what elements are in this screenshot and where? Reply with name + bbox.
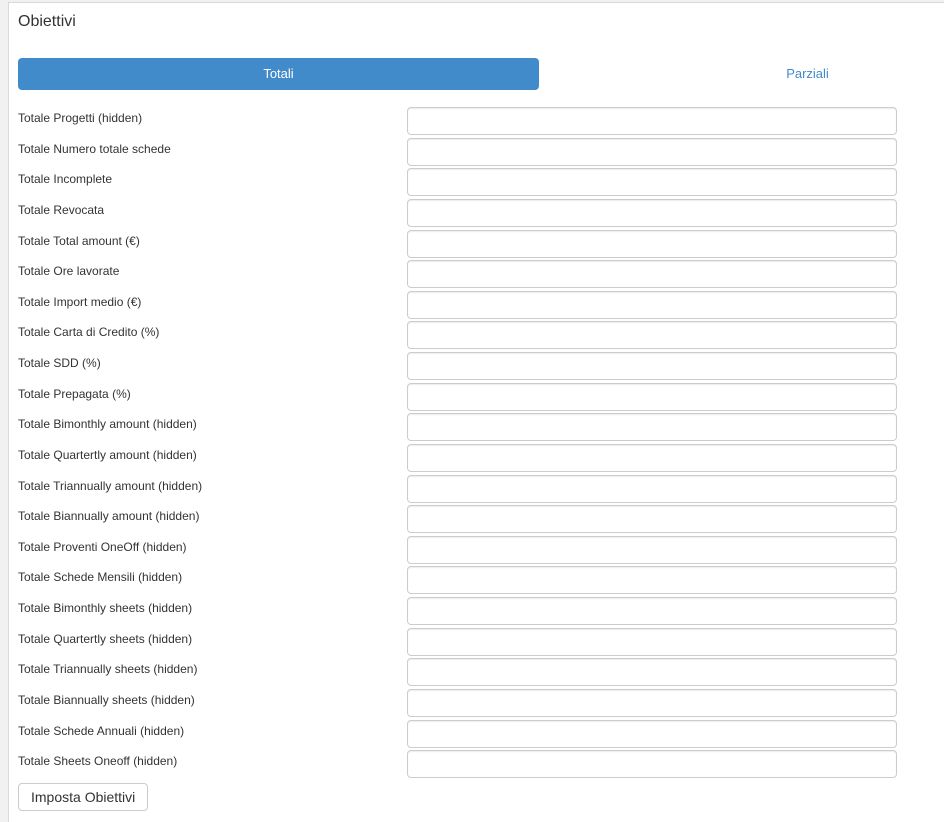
field-label: Totale Quartertly sheets (hidden) xyxy=(18,631,193,646)
field-label: Totale Incomplete xyxy=(18,172,113,187)
field-input[interactable] xyxy=(407,720,897,748)
form-row xyxy=(18,505,944,536)
field-label: Totale Carta di Credito (%) xyxy=(18,325,160,340)
field-label: Totale Import medio (€) xyxy=(18,294,142,309)
field-label: Totale Bimonthly amount (hidden) xyxy=(18,417,197,432)
field-label: Totale Biannually amount (hidden) xyxy=(18,509,200,524)
field-input[interactable] xyxy=(407,658,897,686)
field-label: Totale Prepagata (%) xyxy=(18,386,131,401)
field-input[interactable] xyxy=(407,291,897,319)
field-input[interactable] xyxy=(407,168,897,196)
form-row xyxy=(18,597,944,628)
tab-parziali[interactable]: Parziali xyxy=(786,66,829,81)
form-row xyxy=(18,444,944,475)
form-row xyxy=(18,138,944,169)
form-row xyxy=(18,321,944,352)
form-row xyxy=(18,750,944,781)
obiettivi-panel xyxy=(8,2,944,822)
form-row xyxy=(18,168,944,199)
field-input[interactable] xyxy=(407,475,897,503)
field-label: Totale Biannually sheets (hidden) xyxy=(18,692,195,707)
field-input[interactable] xyxy=(407,260,897,288)
field-input[interactable] xyxy=(407,536,897,564)
form-row xyxy=(18,260,944,291)
field-input[interactable] xyxy=(407,750,897,778)
field-input[interactable] xyxy=(407,321,897,349)
form-row xyxy=(18,230,944,261)
field-input[interactable] xyxy=(407,628,897,656)
field-label: Totale Schede Mensili (hidden) xyxy=(18,570,183,585)
field-input[interactable] xyxy=(407,138,897,166)
field-input[interactable] xyxy=(407,566,897,594)
form-row xyxy=(18,536,944,567)
form-row xyxy=(18,628,944,659)
field-input[interactable] xyxy=(407,352,897,380)
form-row xyxy=(18,413,944,444)
field-label: Totale Quartertly amount (hidden) xyxy=(18,447,197,462)
form-row xyxy=(18,475,944,506)
field-label: Totale Ore lavorate xyxy=(18,264,120,279)
field-label: Totale Schede Annuali (hidden) xyxy=(18,723,185,738)
tab-bar xyxy=(18,58,944,90)
obiettivi-form xyxy=(18,107,944,781)
form-row xyxy=(18,107,944,138)
field-label: Totale Triannually sheets (hidden) xyxy=(18,662,198,677)
field-input[interactable] xyxy=(407,597,897,625)
form-row xyxy=(18,689,944,720)
field-label: Totale Progetti (hidden) xyxy=(18,111,143,125)
field-label: Totale Proventi OneOff (hidden) xyxy=(18,539,187,554)
form-row xyxy=(18,352,944,383)
form-row xyxy=(18,199,944,230)
field-input[interactable] xyxy=(407,230,897,258)
form-row xyxy=(18,658,944,689)
form-row xyxy=(18,383,944,414)
form-row xyxy=(18,566,944,597)
field-input[interactable] xyxy=(407,689,897,717)
field-label: Totale Bimonthly sheets (hidden) xyxy=(18,601,193,615)
field-label: Totale Sheets Oneoff (hidden) xyxy=(18,754,178,769)
field-input[interactable] xyxy=(407,107,897,135)
field-input[interactable] xyxy=(407,383,897,411)
field-label: Totale Total amount (€) xyxy=(18,233,140,248)
field-input[interactable] xyxy=(407,199,897,227)
field-input[interactable] xyxy=(407,505,897,533)
field-input[interactable] xyxy=(407,413,897,441)
field-label: Totale Numero totale schede xyxy=(18,141,171,156)
form-row xyxy=(18,291,944,322)
field-input[interactable] xyxy=(407,444,897,472)
tab-totali[interactable]: Totali xyxy=(18,58,539,90)
field-label: Totale Revocata xyxy=(18,202,105,217)
page-title: Obiettivi xyxy=(18,13,76,30)
form-row xyxy=(18,720,944,751)
field-label: Totale SDD (%) xyxy=(18,356,101,370)
imposta-obiettivi-button[interactable]: Imposta Obiettivi xyxy=(18,783,148,811)
field-label: Totale Triannually amount (hidden) xyxy=(18,478,203,493)
